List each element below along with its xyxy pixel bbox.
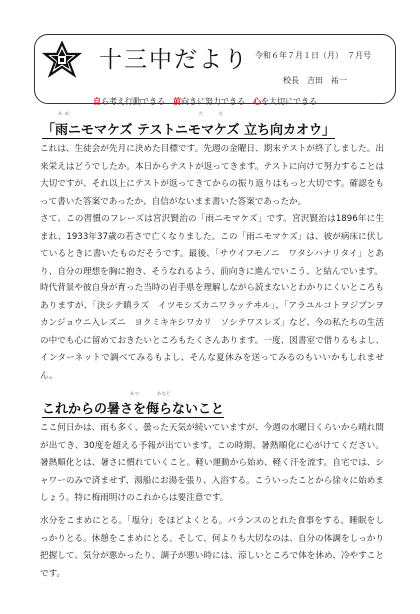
article1-paragraph-2: さて、この習慣のフレーズは宮沢賢治の「雨ニモマケズ」です。宮沢賢治は1896年に生まれ、1933年37歳の若さで亡くなりました。この「雨ニモマケズ」は、彼が病床に伏しているときに書いたものだそうです。最後、「サウイフモノニ ワタシハナリタイ」とあり、自分の理想を胸に抱き、そうなれるよう、前向きに進んでいこう、と結んでいます。 <box>40 214 384 277</box>
motto-mark-2: 前 <box>173 97 181 106</box>
article1-heading-text: 「雨ニモマケズ テストニモマケズ 立ち向カオウ」 <box>42 123 335 138</box>
article1-heading-ruby: あめ た む <box>58 112 226 117</box>
article2-paragraph-1: ここ何日かは、雨も多く、曇った天気が続いていますが、今週の水曜日くらいから晴れ間が出てき、30度を超える予報が出ています。この時期、暑熱順化に心がけてください。暑熱順化とは、暑さに慣れていくこと。軽い運動から始め、軽く汗を流す。自宅では、シャワーのみで済ませず、湯船にお湯を張り、入浴する。こういったことから徐々に始めましょう。特に梅雨明けのこれからは要注意です。 <box>40 423 384 504</box>
motto-text-2: 向きに努力できる <box>181 97 253 106</box>
article2-paragraph-2: 水分をこまめにとる。「塩分」をほどよくとる。バランスのとれた食事をする。睡眠をしっかりとる。休憩をこまめにとる。そして、何よりも大切なのは、自分の体調をしっかり把握して、気分が悪かったり、調子が悪い時には、涼しいところで体を休め、冷やすことです。 <box>40 516 384 579</box>
principal-name: 校長 吉田 祐一 <box>283 76 347 85</box>
article1-paragraph-3: 時代背景や彼自身が育った当時の岩手県を理解しながら読まないとわかりにくいところもありますが、「決シテ瞋ラズ イツモシズカニワラッテヰル」、「アラユルコトヲジブンヲカンジョウニ入レズニ ヨクミキキシワカリ ソシテワスレズ」など、今の私たちの生活の中でも心に留めておきたいところもたくさんあります。一度、図書室で借りるもよし、インターネットで調べてみるもよし、そんな夏休みを送ってみるのもいいかもしれません。 <box>40 283 384 381</box>
school-emblem-icon <box>41 41 83 83</box>
newsletter-title: 十三中だより <box>99 47 249 73</box>
issue-date: 令和６年７月１日（月） ７月号 <box>255 51 371 60</box>
motto-text-1: ら考え行動できる <box>101 97 173 106</box>
article1-heading <box>42 119 372 138</box>
school-motto <box>93 96 317 107</box>
newsletter-header <box>34 34 396 104</box>
motto-text-3: を大切にできる <box>261 97 317 106</box>
article2-heading-text: これからの暑さを侮らないこと <box>42 402 225 417</box>
motto-mark-1: 自 <box>93 97 101 106</box>
article2-heading-ruby: あつ あなど <box>130 392 171 397</box>
article2-heading <box>42 398 224 417</box>
motto-mark-3: 心 <box>253 97 261 106</box>
article1-paragraph-1: これは、生徒会が先月に決めた目標です。先週の金曜日、期末テストが終了しました。出来栄えはどうでしたか。本日からテストが返ってきます。テストに向けて努力することは大切ですが、それ以上にテストが返ってきてからの振り返りはもっと大切です。確認をもって書いた答案であったか、自信がないまま書いた答案であったか。 <box>40 144 384 207</box>
